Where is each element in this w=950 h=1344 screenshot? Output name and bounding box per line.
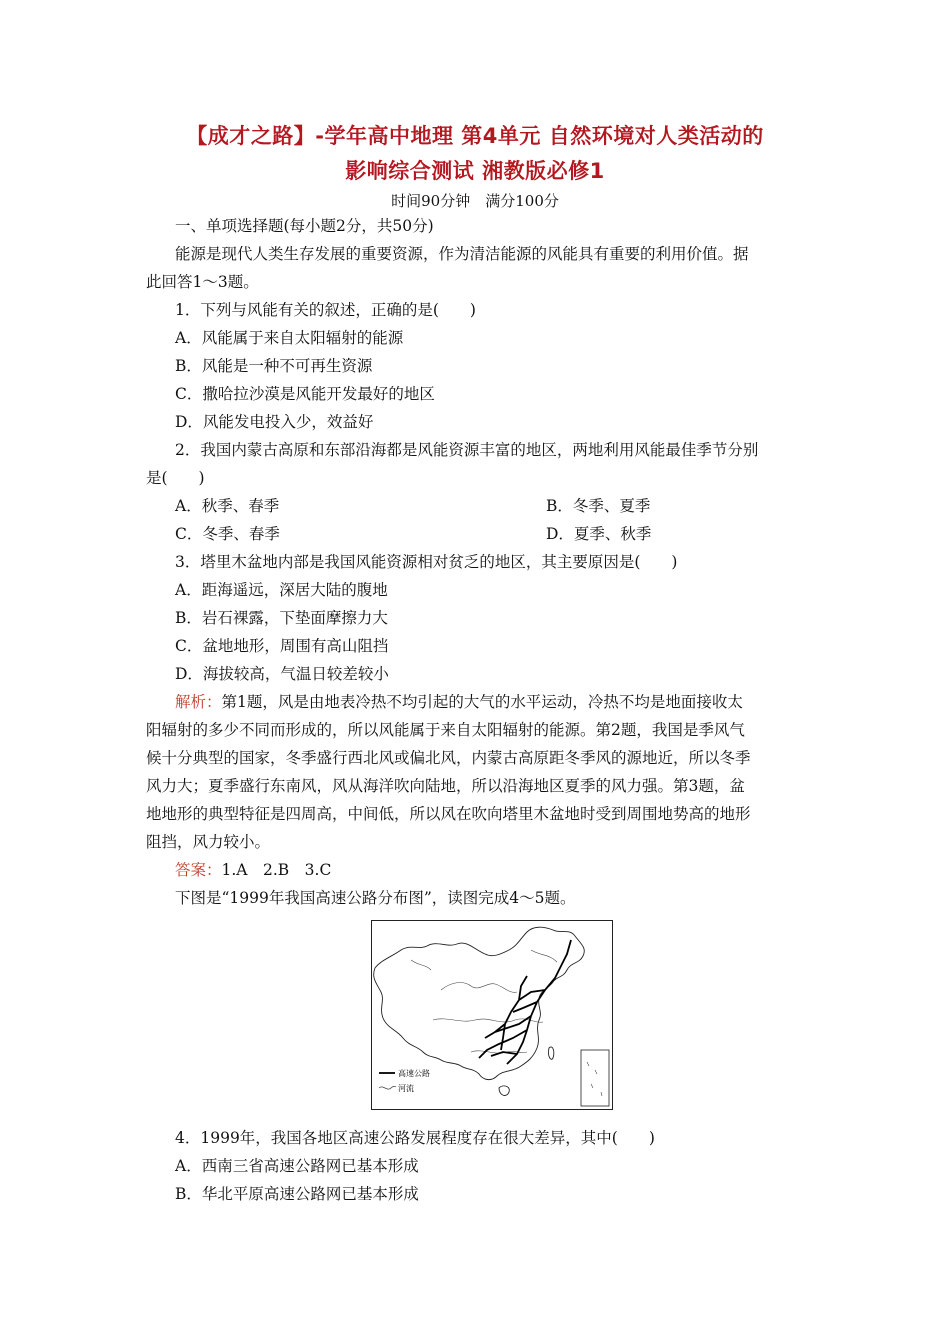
map-frame bbox=[372, 921, 613, 1110]
question-2-stem-line2: 是( ) bbox=[146, 469, 205, 487]
question-3-option-c: C．盆地地形，周围有高山阻挡 bbox=[175, 637, 389, 655]
question-1-stem: 1．下列与风能有关的叙述，正确的是( ) bbox=[175, 301, 476, 319]
china-highway-map bbox=[371, 920, 613, 1110]
section-heading: 一、单项选择题(每小题2分，共50分) bbox=[175, 217, 434, 235]
analysis-line3: 候十分典型的国家，冬季盛行西北风或偏北风，内蒙古高原距冬季风的源地近，所以冬季 bbox=[146, 749, 751, 767]
legend-highway-label: 高速公路 bbox=[398, 1069, 430, 1078]
question-2-option-a: A．秋季、春季 bbox=[175, 497, 280, 515]
analysis-line4: 风力大；夏季盛行东南风，风从海洋吹向陆地，所以沿海地区夏季的风力强。第3题，盆 bbox=[146, 777, 745, 795]
question-1-option-c: C．撒哈拉沙漠是风能开发最好的地区 bbox=[175, 385, 435, 403]
question-2-option-d: D．夏季、秋季 bbox=[546, 525, 652, 543]
question-3-option-a: A．距海遥远，深居大陆的腹地 bbox=[175, 581, 388, 599]
analysis-line1 bbox=[175, 692, 743, 712]
answer-text: 1.A 2.B 3.C bbox=[221, 861, 332, 879]
intro-paragraph-line1: 能源是现代人类生存发展的重要资源，作为清洁能源的风能具有重要的利用价值。据 bbox=[175, 245, 749, 263]
exam-time-score: 时间90分钟 满分100分 bbox=[391, 192, 559, 210]
south-sea-inset bbox=[581, 1050, 609, 1106]
intro-paragraph-line2: 此回答1～3题。 bbox=[146, 273, 259, 291]
analysis-line6: 阻挡，风力较小。 bbox=[146, 833, 271, 851]
analysis-text-line1: 第1题，风是由地表冷热不均引起的大气的水平运动，冷热不均是地面接收太 bbox=[221, 693, 743, 711]
answer-line bbox=[175, 860, 331, 880]
document-title-line2: 影响综合测试 湘教版必修1 bbox=[345, 159, 605, 183]
question-4-stem: 4．1999年，我国各地区高速公路发展程度存在很大差异，其中( ) bbox=[175, 1129, 655, 1147]
question-3-option-b: B．岩石裸露，下垫面摩擦力大 bbox=[175, 609, 388, 627]
intro-map-question: 下图是“1999年我国高速公路分布图”，读图完成4～5题。 bbox=[175, 889, 576, 907]
question-1-option-b: B．风能是一种不可再生资源 bbox=[175, 357, 373, 375]
document-title-line1: 【成才之路】-学年高中地理 第4单元 自然环境对人类活动的 bbox=[186, 124, 764, 148]
question-3-option-d: D．海拔较高，气温日较差较小 bbox=[175, 665, 389, 683]
analysis-label: 解析： bbox=[175, 693, 222, 711]
question-1-option-d: D．风能发电投入少，效益好 bbox=[175, 413, 374, 431]
question-1-option-a: A．风能属于来自太阳辐射的能源 bbox=[175, 329, 404, 347]
question-2-option-b: B．冬季、夏季 bbox=[546, 497, 651, 515]
question-2-stem-line1: 2．我国内蒙古高原和东部沿海都是风能资源丰富的地区，两地利用风能最佳季节分别 bbox=[175, 441, 759, 459]
analysis-line2: 阳辐射的多少不同而形成的，所以风能属于来自太阳辐射的能源。第2题，我国是季风气 bbox=[146, 721, 745, 739]
legend-river-label: 河流 bbox=[398, 1084, 414, 1093]
question-4-option-b: B．华北平原高速公路网已基本形成 bbox=[175, 1185, 419, 1203]
question-2-option-c: C．冬季、春季 bbox=[175, 525, 280, 543]
question-4-option-a: A．西南三省高速公路网已基本形成 bbox=[175, 1157, 419, 1175]
analysis-line5: 地地形的典型特征是四周高，中间低，所以风在吹向塔里木盆地时受到周围地势高的地形 bbox=[146, 805, 751, 823]
answer-label: 答案： bbox=[175, 861, 222, 879]
question-3-stem: 3．塔里木盆地内部是我国风能资源相对贫乏的地区，其主要原因是( ) bbox=[175, 553, 678, 571]
